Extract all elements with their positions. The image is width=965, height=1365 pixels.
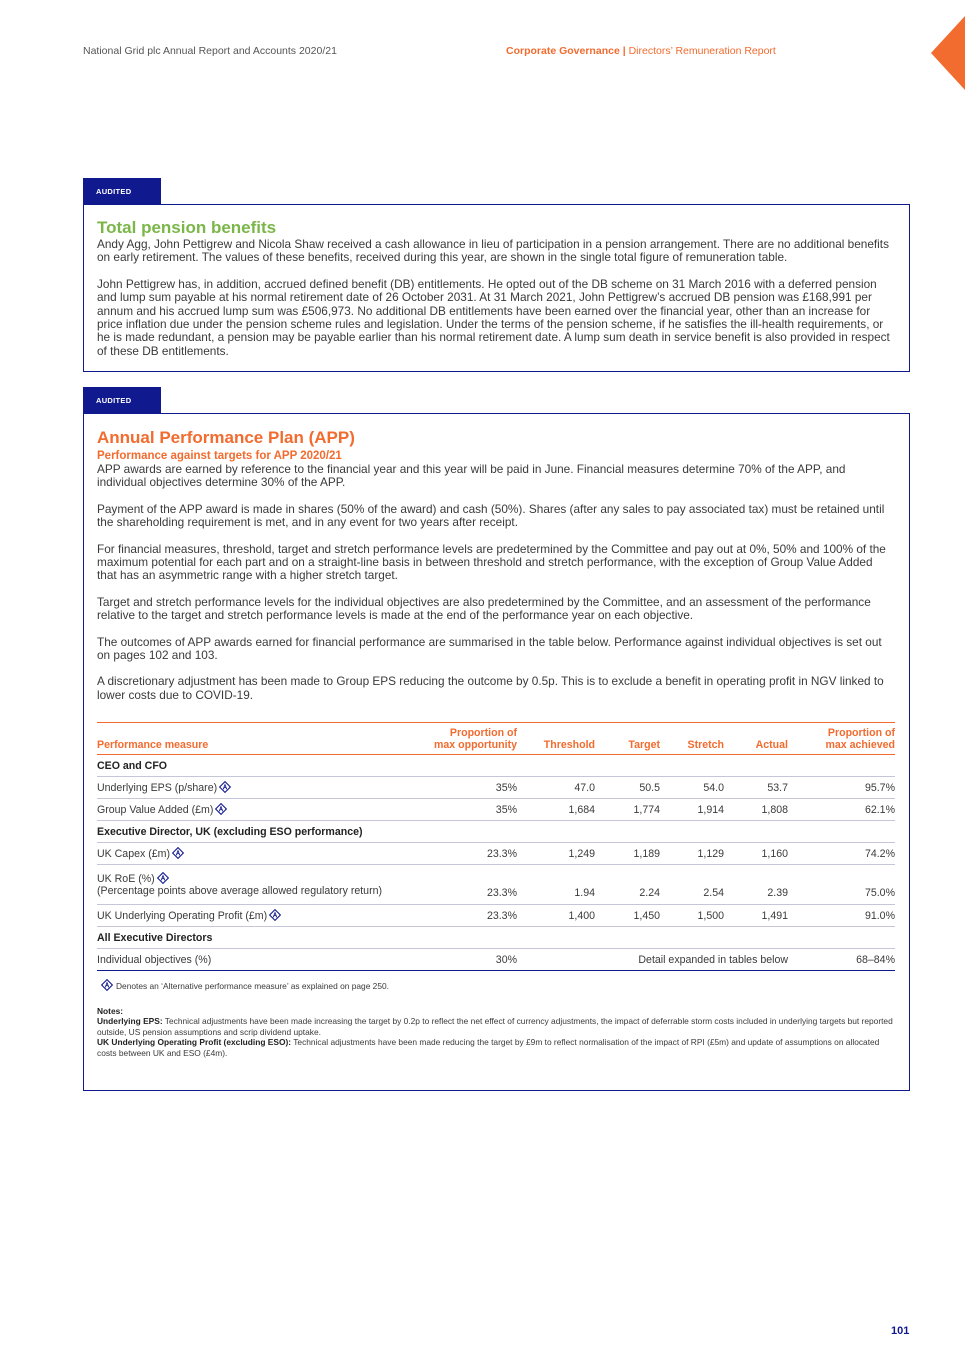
- proportion-cell: 30%: [495, 953, 517, 966]
- note-item: UK Underlying Operating Profit (excluding ESO): Technical adjustments have been made reducing the target by £9m to reflect normalisation of the impact of RPI (£5m) and update of assumptions on allocated costs between UK and ESO (£4m).: [97, 1037, 880, 1058]
- actual-cell: 1,491: [761, 909, 788, 922]
- target-cell: 1,774: [633, 803, 660, 816]
- stretch-cell: 1,500: [697, 909, 724, 922]
- measure-cell: Underlying EPS (p/share): [97, 777, 407, 799]
- achieved-cell: 62.1%: [864, 803, 895, 816]
- group-label: Executive Director, UK (excluding ESO performance): [97, 825, 363, 838]
- achieved-cell: 68–84%: [856, 953, 895, 966]
- proportion-cell: 23.3%: [486, 847, 517, 860]
- stretch-cell: 1,129: [697, 847, 724, 860]
- group-row: [97, 927, 895, 949]
- pension-panel: [83, 204, 910, 372]
- apm-icon: [219, 781, 231, 793]
- target-cell: 1,189: [633, 847, 660, 860]
- page-number: 101: [891, 1325, 910, 1337]
- target-cell: 1,450: [633, 909, 660, 922]
- apm-icon: [101, 979, 113, 991]
- section-label: Corporate Governance: [506, 45, 620, 57]
- breadcrumb-separator: |: [622, 45, 626, 57]
- app-panel: [83, 413, 910, 1091]
- proportion-cell: 23.3%: [486, 909, 517, 922]
- pension-paragraph: Andy Agg, John Pettigrew and Nicola Shaw received a cash allowance in lieu of participation in a pension arrangement. There are no additional benefits on early retirement. The values of these benefits, received during this year, are shown in the single total figure of remuneration table.: [97, 237, 889, 265]
- threshold-cell: 47.0: [574, 781, 595, 794]
- app-paragraph: The outcomes of APP awards earned for financial performance are summarised in the table below. Performance against individual objectives is set out on pages 102 and 103.: [97, 634, 882, 663]
- subsection-label: Directors’ Remuneration Report: [628, 45, 776, 57]
- measure-cell: UK Capex (£m): [97, 843, 407, 865]
- measure-cell: Group Value Added (£m): [97, 799, 407, 821]
- group-label: CEO and CFO: [97, 759, 168, 772]
- group-label: All Executive Directors: [97, 931, 213, 944]
- group-row: [97, 821, 895, 843]
- app-subtitle: Performance against targets for APP 2020/21: [97, 450, 342, 462]
- notes-title: Notes:: [97, 1005, 124, 1016]
- threshold-cell: 1,684: [568, 803, 595, 816]
- stretch-cell: 1,914: [697, 803, 724, 816]
- detail-cell: Detail expanded in tables below: [638, 953, 788, 966]
- actual-cell: 1,808: [761, 803, 788, 816]
- col-header-target: Target: [628, 739, 660, 752]
- col-header-proportion: Proportion of max opportunity: [434, 727, 517, 752]
- apm-legend: Denotes an ‘Alternative performance measure’ as explained on page 250.: [97, 979, 895, 992]
- achieved-cell: 75.0%: [864, 887, 895, 900]
- table-header-row: [97, 723, 895, 755]
- measure-cell: Individual objectives (%): [97, 953, 212, 966]
- table-row: [97, 905, 895, 927]
- table-row: [97, 843, 895, 865]
- table-row: [97, 865, 895, 905]
- audited-tag: AUDITED: [83, 387, 161, 414]
- proportion-cell: 35%: [495, 781, 517, 794]
- audited-tag: AUDITED: [83, 178, 161, 205]
- col-header-stretch: Stretch: [687, 739, 724, 752]
- achieved-cell: 91.0%: [864, 909, 895, 922]
- app-paragraph: APP awards are earned by reference to the financial year and this year will be paid in June. Financial measures determine 70% of the APP, and individual objectives determine 30% of the APP.: [97, 462, 846, 490]
- apm-icon: [269, 909, 281, 921]
- actual-cell: 2.39: [767, 887, 788, 900]
- proportion-cell: 23.3%: [486, 887, 517, 900]
- corner-tab-icon: [931, 16, 965, 90]
- pension-title: Total pension benefits: [97, 218, 277, 237]
- table-row: [97, 799, 895, 821]
- proportion-cell: 35%: [495, 803, 517, 816]
- measure-cell: UK Underlying Operating Profit (£m): [97, 905, 407, 927]
- measure-note: (Percentage points above average allowed regulatory return): [97, 885, 383, 898]
- app-paragraph: Payment of the APP award is made in shares (50% of the award) and cash (50%). Shares (after any sales to pay associated tax) must be retained until the shareholding requirement is met, and in any event for two years after receipt.: [97, 501, 885, 530]
- table-row: [97, 777, 895, 799]
- pension-paragraph: John Pettigrew has, in addition, accrued defined benefit (DB) entitlements. He opted out of the DB scheme on 31 March 2016 with a deferred pension and lump sum payable at his normal retirement date of 26 October 2031. At 31 March 2021, John Pettigrew’s accrued DB pension was £168,991 per annum and his accrued lump sum was £506,973. No additional DB entitlements have been earned over the financial year, other than an increase for price inflation due under the pension scheme rules and legislation. Under the terms of the pension scheme, if he satisfies the ill-health requirements, or he is made redundant, a pension may be payable earlier than his normal retirement date. A lump sum death in service benefit is also provided in respect of these DB entitlements.: [97, 276, 890, 358]
- table-row: [97, 949, 895, 971]
- col-header-achieved: Proportion of max achieved: [825, 727, 895, 752]
- col-header-measure: Performance measure: [97, 739, 209, 752]
- achieved-cell: 74.2%: [864, 847, 895, 860]
- col-header-threshold: Threshold: [543, 739, 595, 752]
- stretch-cell: 54.0: [703, 781, 724, 794]
- notes-block: [97, 1006, 895, 1059]
- threshold-cell: 1,249: [568, 847, 595, 860]
- achieved-cell: 95.7%: [864, 781, 895, 794]
- app-paragraph: For financial measures, threshold, target and stretch performance levels are predetermined by the Committee and pay out at 0%, 50% and 100% of the maximum potential for each part and on a straight-line basis in between threshold and stretch performance, with the exception of Group Value Added that has an asymmetric range with a higher stretch target.: [97, 541, 886, 583]
- performance-table: [97, 722, 895, 971]
- apm-icon: [215, 803, 227, 815]
- app-paragraph: A discretionary adjustment has been made to Group EPS reducing the outcome by 0.5p. This is to exclude a benefit in operating profit in NGV linked to lower costs due to COVID-19.: [97, 674, 884, 702]
- group-row: [97, 755, 895, 777]
- note-item: Underlying EPS: Technical adjustments have been made increasing the target by 0.2p to reflect the net effect of currency adjustments, the impact of deferrable storm costs included in underlying targets but reported outside, US pension assumptions and scrip dividend uptake.: [97, 1016, 893, 1037]
- app-title: Annual Performance Plan (APP): [97, 428, 355, 447]
- apm-icon: [157, 872, 169, 884]
- target-cell: 50.5: [639, 781, 660, 794]
- actual-cell: 1,160: [761, 847, 788, 860]
- threshold-cell: 1.94: [574, 887, 595, 900]
- threshold-cell: 1,400: [568, 909, 595, 922]
- measure-cell: UK RoE (%) (Percentage points above average allowed regulatory return): [97, 872, 383, 898]
- stretch-cell: 2.54: [703, 887, 724, 900]
- col-header-actual: Actual: [755, 739, 788, 752]
- app-paragraph: Target and stretch performance levels for the individual objectives are also predetermined by the Committee, and an assessment of the performance relative to the target and stretch performance levels is made at the end of the performance year on each objective.: [97, 594, 871, 623]
- report-title: National Grid plc Annual Report and Accounts 2020/21: [83, 45, 337, 57]
- target-cell: 2.24: [639, 887, 660, 900]
- section-breadcrumb: [506, 45, 776, 57]
- actual-cell: 53.7: [767, 781, 788, 794]
- apm-icon: [172, 847, 184, 859]
